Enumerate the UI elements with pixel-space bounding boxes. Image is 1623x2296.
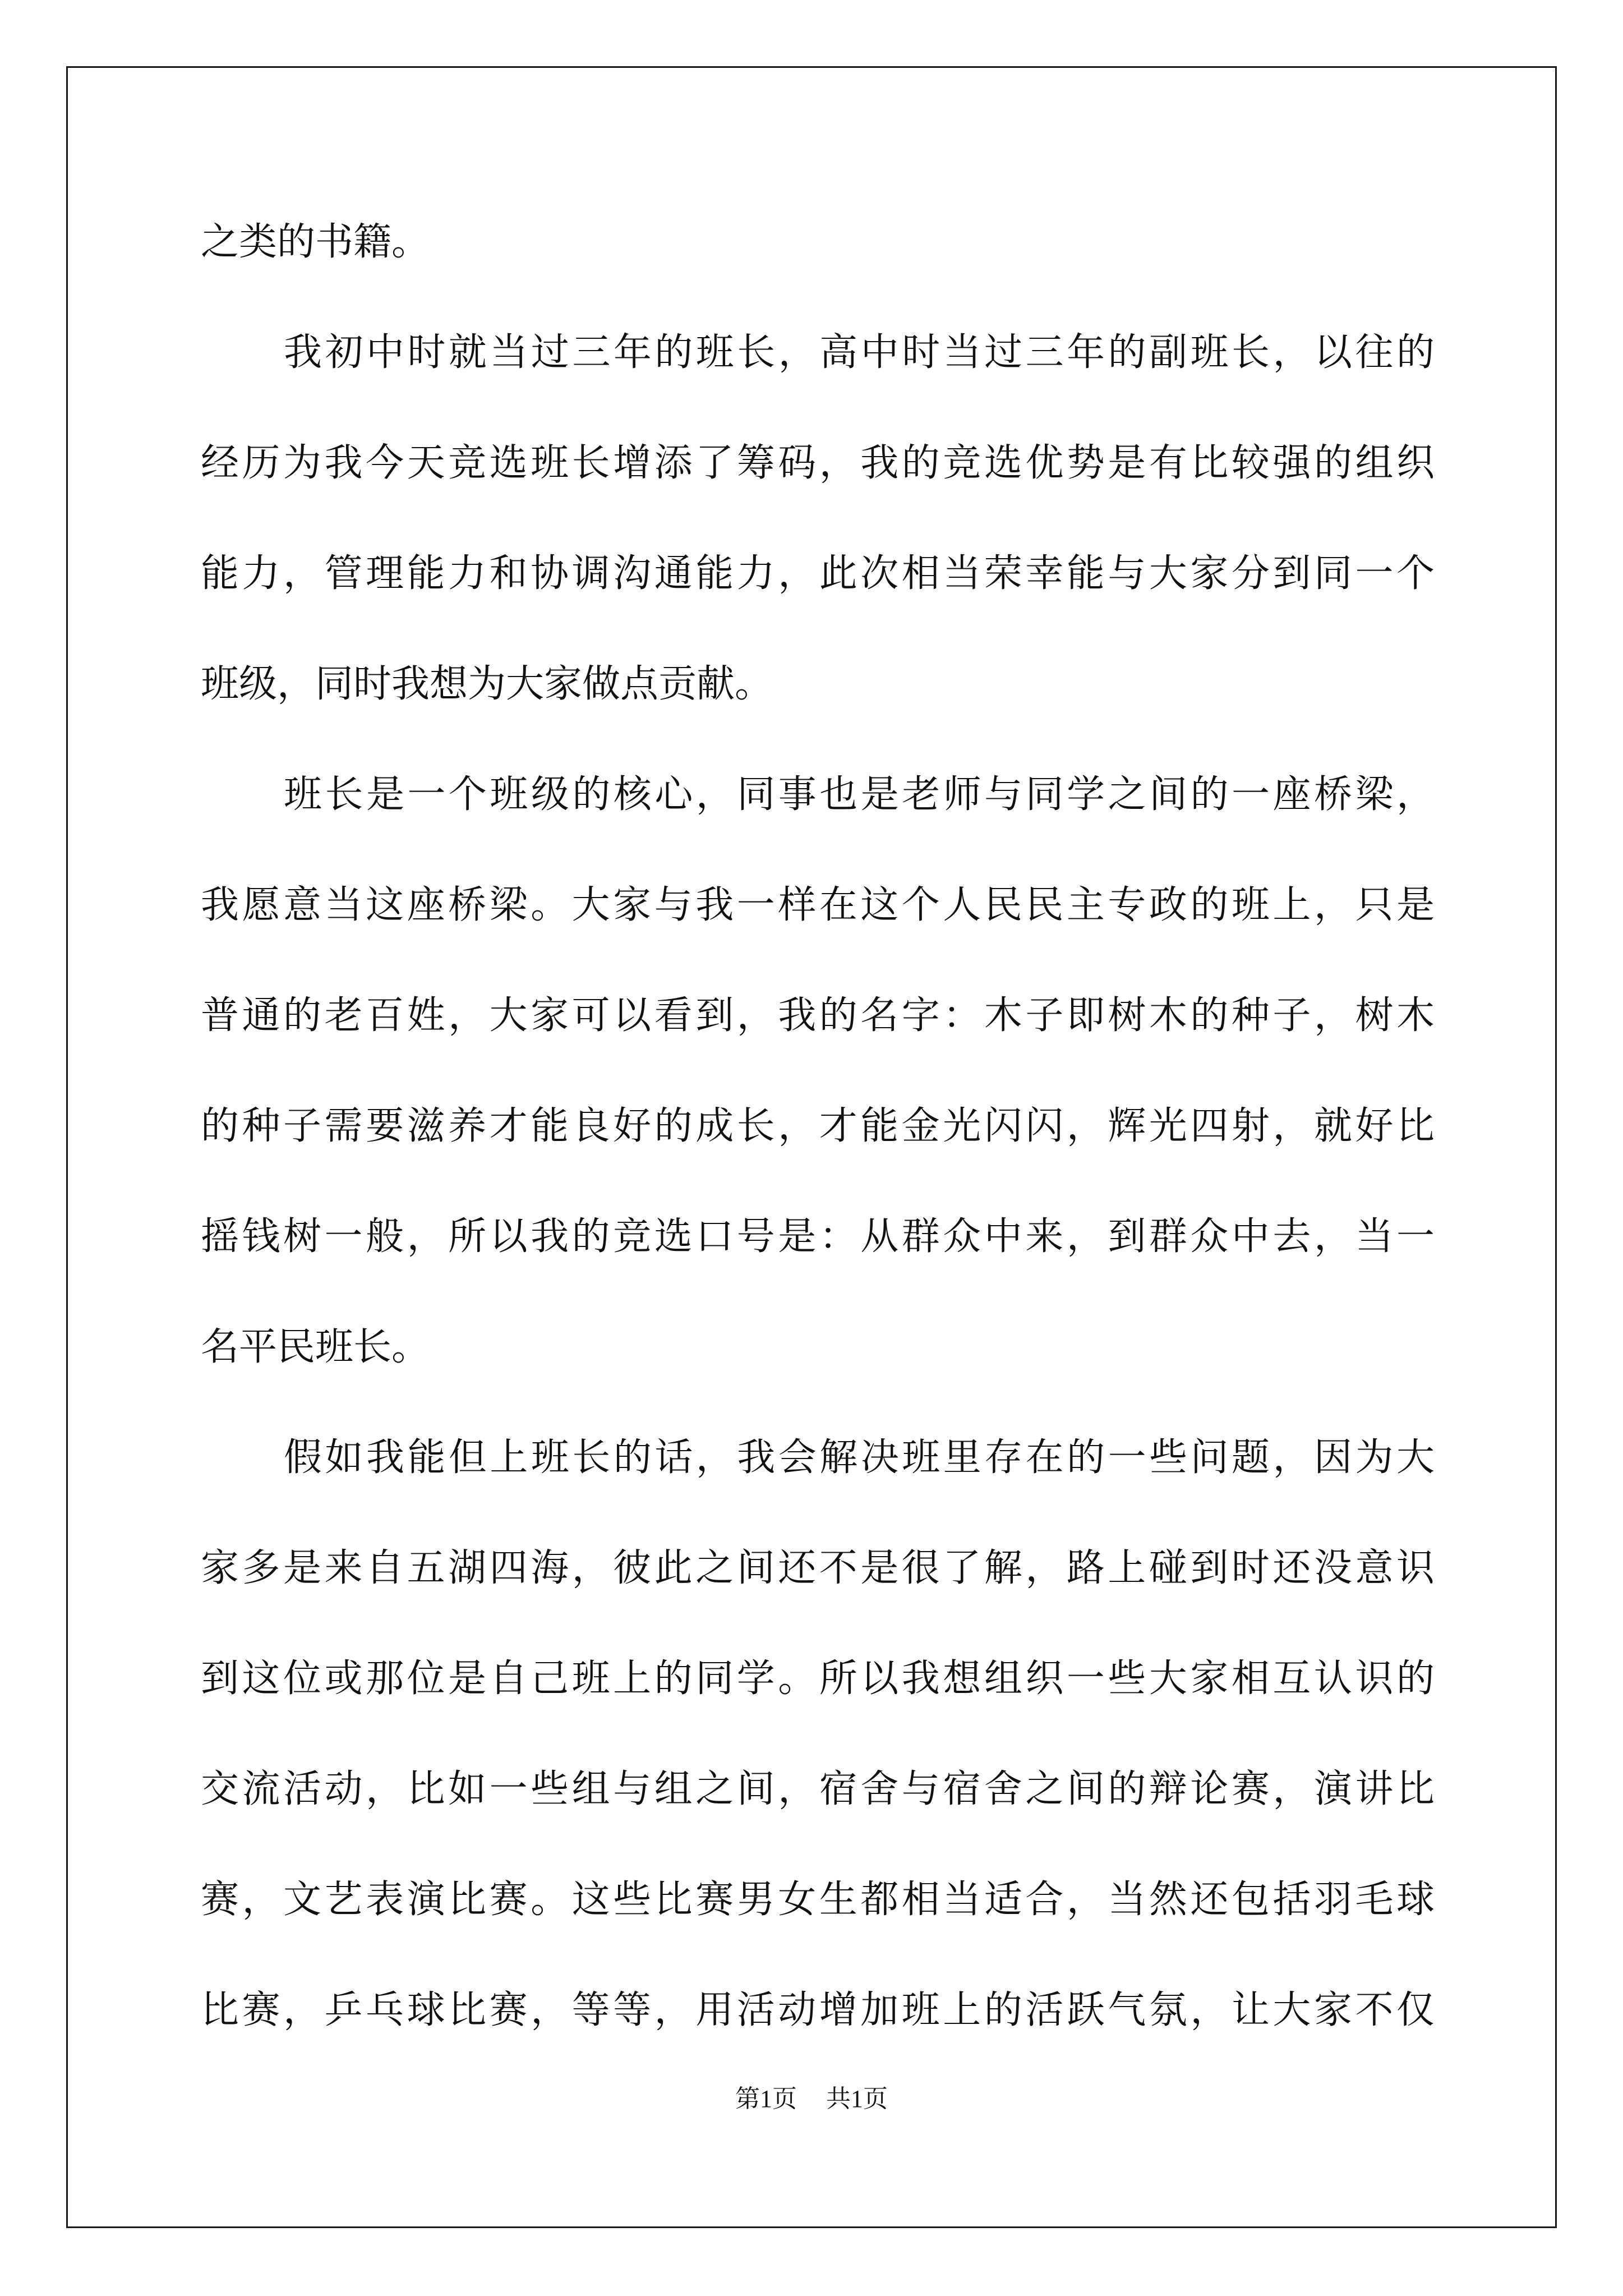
text-line: 到这位或那位是自己班上的同学。所以我想组织一些大家相互认识的	[201, 1657, 1435, 1701]
text-line: 摇钱树一般，所以我的竞选口号是：从群众中来，到群众中去，当一	[201, 1214, 1435, 1259]
text-line: 班长是一个班级的核心，同事也是老师与同学之间的一座桥梁，	[284, 772, 1435, 817]
text-line: 的种子需要滋养才能良好的成长，才能金光闪闪，辉光四射，就好比	[201, 1104, 1435, 1148]
text-line: 赛，文艺表演比赛。这些比赛男女生都相当适合，当然还包括羽毛球	[201, 1878, 1435, 1922]
text-line: 之类的书籍。	[201, 220, 430, 264]
text-line: 我愿意当这座桥梁。大家与我一样在这个人民民主专政的班上，只是	[201, 883, 1435, 927]
text-line: 我初中时就当过三年的班长，高中时当过三年的副班长，以往的	[284, 330, 1435, 375]
text-line: 名平民班长。	[201, 1325, 430, 1369]
page-total: 共1页	[826, 2085, 888, 2113]
text-line: 普通的老百姓，大家可以看到，我的名字：木子即树木的种子，树木	[201, 993, 1435, 1038]
text-line: 比赛，乒乓球比赛，等等，用活动增加班上的活跃气氛，让大家不仅	[201, 1988, 1435, 2032]
text-line: 假如我能但上班长的话，我会解决班里存在的一些问题，因为大	[284, 1435, 1435, 1480]
text-line: 交流活动，比如一些组与组之间，宿舍与宿舍之间的辩论赛，演讲比	[201, 1767, 1435, 1811]
text-line: 能力，管理能力和协调沟通能力，此次相当荣幸能与大家分到同一个	[201, 551, 1435, 596]
text-line: 家多是来自五湖四海，彼此之间还不是很了解，路上碰到时还没意识	[201, 1546, 1435, 1590]
document-body	[201, 187, 1435, 2065]
text-line: 经历为我今天竞选班长增添了筹码，我的竞选优势是有比较强的组织	[201, 441, 1435, 485]
page-footer	[0, 2082, 1623, 2116]
page-number: 第1页	[735, 2085, 797, 2113]
text-line: 班级，同时我想为大家做点贡献。	[201, 662, 773, 706]
